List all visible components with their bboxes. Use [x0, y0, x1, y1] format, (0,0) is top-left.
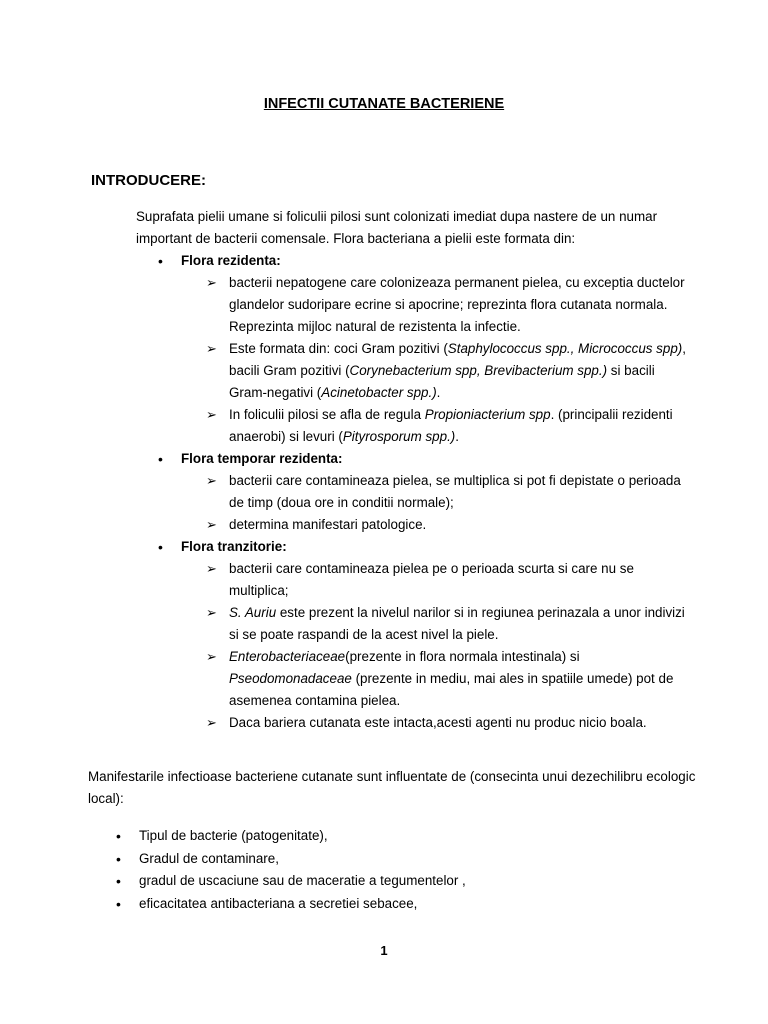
- subitem-text: (prezente in flora normala intestinala) si: [345, 649, 580, 664]
- list-item: • Tipul de bacterie (patogenitate),: [139, 825, 699, 848]
- subitem-text: Daca bariera cutanata este intacta,acesti agenti nu produc nicio boala.: [229, 715, 647, 730]
- subitem-text: , bacili Gram pozitivi (: [229, 341, 686, 378]
- subitem-text: bacterii care contamineaza pielea, se multiplica si pot fi depistate o perioada de timp (doua ore in conditii normale);: [229, 473, 681, 510]
- bullet-flora-rezidenta: [136, 250, 696, 272]
- species-name: Enterobacteriaceae: [229, 649, 346, 664]
- intro-paragraph: Suprafata pielii umane si foliculii pilosi sunt colonizati imediat dupa nastere de un numar important de bacterii comensale. Flora bacteriana a pielii este formata din:: [136, 209, 658, 246]
- list-item: • gradul de uscaciune sau de maceratie a tegumentelor ,: [139, 870, 699, 893]
- species-name: S. Auriu: [229, 605, 277, 620]
- intro-block: [136, 206, 696, 734]
- subitem-text: Este formata din: coci Gram pozitivi (: [229, 341, 448, 356]
- bullet-flora-tranzitorie: [136, 536, 696, 558]
- species-name: Staphylococcus spp., Micrococcus spp): [447, 341, 683, 356]
- subitem: [136, 338, 696, 404]
- document-title: INFECTII CUTANATE BACTERIENE: [263, 96, 505, 112]
- subitem: [136, 470, 696, 514]
- species-name: Corynebacterium spp, Brevibacterium spp.): [349, 363, 608, 378]
- bullet-label: Flora tranzitorie:: [181, 539, 287, 554]
- subitem-text: . (principalii rezidenti anaerobi) si levuri (: [229, 407, 673, 444]
- species-name: Acinetobacter spp.): [321, 385, 437, 400]
- manifestari-paragraph: Manifestarile infectioase bacteriene cutanate sunt influentate de (consecinta unui dezechilibru ecologic local):: [88, 769, 696, 806]
- subitem-text: si bacili Gram-negativi (: [229, 363, 655, 400]
- list-item: • eficacitatea antibacteriana a secretiei sebacee,: [139, 893, 699, 916]
- species-name: Pityrosporum spp.): [342, 429, 456, 444]
- bullet-flora-temporar: [136, 448, 696, 470]
- subitem: [136, 712, 696, 734]
- subitem: [136, 558, 696, 602]
- subitem: [136, 404, 696, 448]
- page-number: 1: [380, 943, 388, 958]
- subitem-text: In foliculii pilosi se afla de regula: [229, 407, 425, 422]
- subitem-text: (prezente in mediu, mai ales in spatiile umede) pot de asemenea contamina pielea.: [229, 671, 674, 708]
- manifestari-block: [88, 766, 708, 810]
- subitem: [136, 272, 696, 338]
- list-item: • Gradul de contaminare,: [139, 848, 699, 871]
- subitem: [136, 602, 696, 646]
- bullet-label: Flora rezidenta:: [181, 253, 281, 268]
- bullet-label: Flora temporar rezidenta:: [181, 451, 343, 466]
- factors-list: [139, 825, 699, 915]
- subitem-text: .: [436, 385, 441, 400]
- species-name: Propioniacterium spp: [424, 407, 551, 422]
- species-name: Pseodomonadaceae: [229, 671, 352, 686]
- subitem-text: bacterii nepatogene care colonizeaza permanent pielea, cu exceptia ductelor glandelor sudoripare ecrine si apocrine; reprezinta flora cutanata normala. Reprezinta mijloc natural de rezistenta la infectie.: [229, 275, 685, 334]
- subitem: [136, 646, 696, 712]
- subitem-text: determina manifestari patologice.: [229, 517, 427, 532]
- section-heading: INTRODUCERE:: [91, 172, 206, 189]
- subitem-text: bacterii care contamineaza pielea pe o perioada scurta si care nu se multiplica;: [229, 561, 634, 598]
- subitem: [136, 514, 696, 536]
- subitem-text: .: [455, 429, 459, 444]
- subitem-text: este prezent la nivelul narilor si in regiunea perinazala a unor indivizi si se poate raspandi de la acest nivel la piele.: [229, 605, 685, 642]
